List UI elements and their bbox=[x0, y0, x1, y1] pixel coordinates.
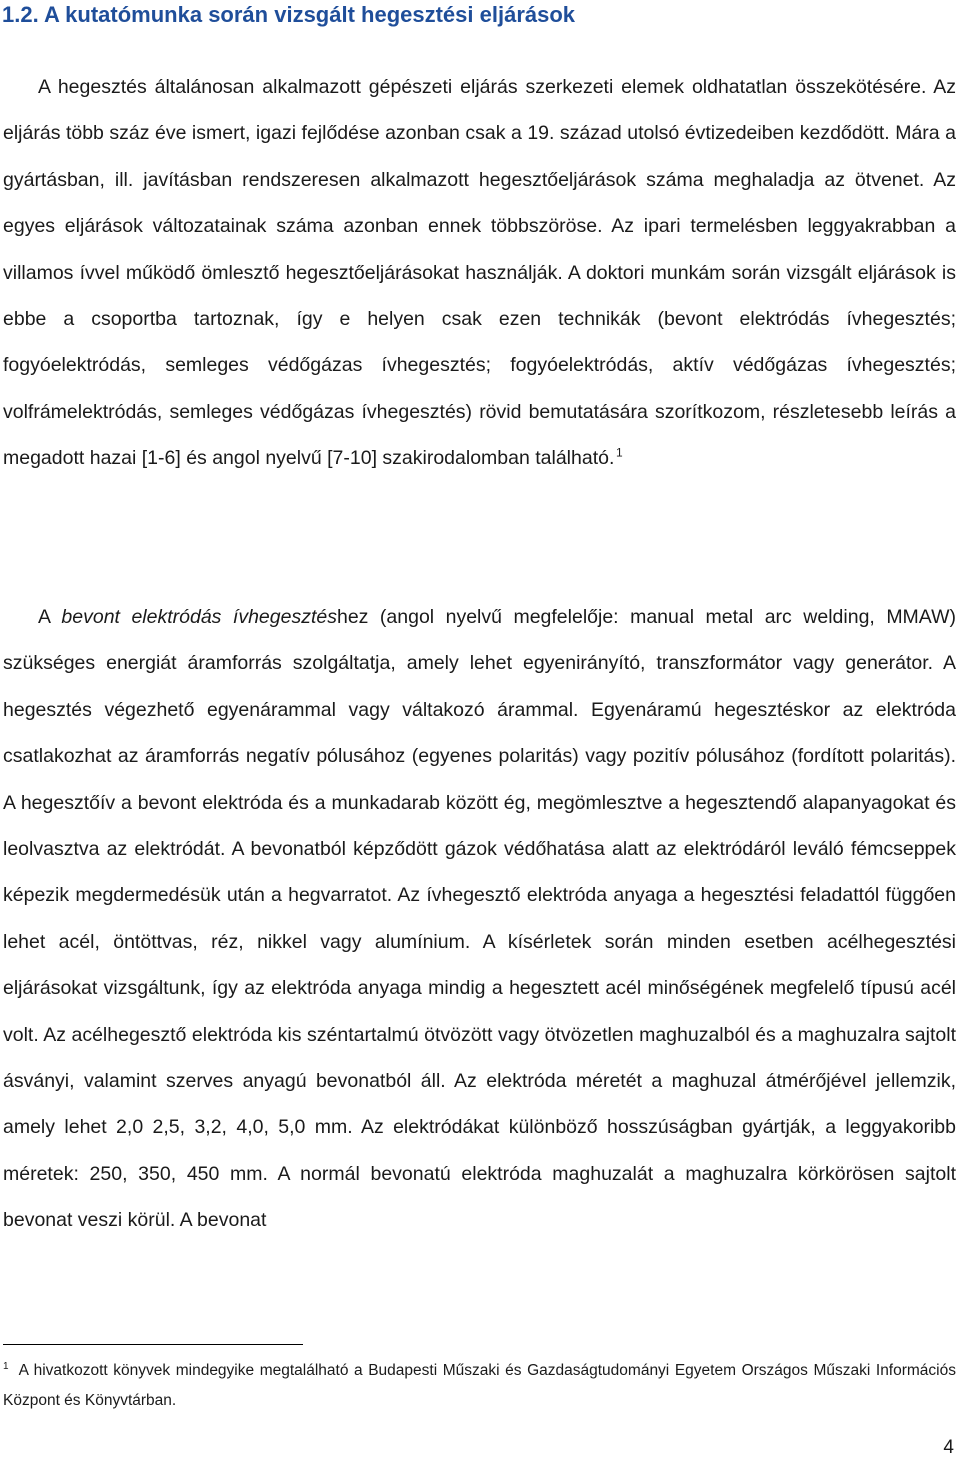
paragraph-mmaw-italic-term: bevont elektródás ívhegesztés bbox=[61, 606, 337, 628]
paragraph-mmaw-text: hez (angol nyelvű megfelelője: manual metal arc welding, MMAW) szükséges energiát áramforrás szolgáltatja, amely lehet egyenirányító, transzformátor vagy generátor. A hegesztés végezhető egyenárammal vagy váltakozó árammal. Egyenáramú hegesztéskor az elektróda csatlakozhat az áramforrás negatív pólusához (egyenes polaritás) vagy pozitív pólusához (fordított polaritás). A hegesztőív a bevont elektróda és a munkadarab között ég, megömlesztve a hegesztendő alapanyagokat és leolvasztva az elektródát. A bevonatból képződött gázok védőhatása alatt az elektródáról leváló fémcseppek képezik megdermedésük után a hegvarratot. Az ívhegesztő elektróda anyaga a hegesztési feladattól függően lehet acél, öntöttvas, réz, nikkel vagy alumínium. A kísérletek során minden esetben acélhegesztési eljárásokat vizsgáltunk, így az elektróda anyaga mindig a hegesztett acél minőségének megfelelő típusú acél volt. Az acélhegesztő elektróda kis széntartalmú ötvözött vagy ötvözetlen maghuzalból és a maghuzalra sajtolt ásványi, valamint szerves anyagú bevonatból áll. Az elektróda méretét a maghuzal átmérőjével jellemzik, amely lehet 2,0 2,5, 3,2, 4,0, 5,0 mm. Az elektródákat különböző hosszúságban gyártják, a leggyakoribb méretek: 250, 350, 450 mm. A normál bevonatú elektróda maghuzalát a maghuzalra körkörösen sajtolt bevonat veszi körül. A bevonat bbox=[3, 606, 956, 1232]
paragraph-mmaw bbox=[3, 594, 956, 1244]
page-number: 4 bbox=[943, 1437, 954, 1458]
footnote-reference: 1 bbox=[616, 445, 623, 460]
paragraph-intro bbox=[3, 64, 956, 482]
paragraph-intro-text: A hegesztés általánosan alkalmazott gépészeti eljárás szerkezeti elemek oldhatatlan összekötésére. Az eljárás több száz éve ismert, igazi fejlődése azonban csak a 19. század utolsó évtizedeiben kezdődött. Mára a gyártásban, ill. javításban rendszeresen alkalmazott hegesztőeljárások száma meghaladja az ötvenet. Az egyes eljárások változatainak száma azonban ennek többszöröse. Az ipari termelésben leggyakrabban a villamos ívvel működő ömlesztő hegesztőeljárásokat használják. A doktori munkám során vizsgált eljárások is ebbe a csoportba tartoznak, így e helyen csak ezen technikák (bevont elektródás ívhegesztés; fogyóelektródás, semleges védőgázas ívhegesztés; fogyóelektródás, aktív védőgázas ívhegesztés; volfrámelektródás, semleges védőgázas ívhegesztés) rövid bemutatására szorítkozom, részletesebb leírás a megadott hazai [1-6] és angol nyelvű [7-10] szakirodalomban található. bbox=[3, 76, 956, 470]
footnote-separator bbox=[3, 1344, 303, 1345]
footnote-text: A hivatkozott könyvek mindegyike megtalálható a Budapesti Műszaki és Gazdaságtudományi Egyetem Országos Műszaki Információs Központ és Könyvtárban. bbox=[3, 1362, 956, 1409]
footnote-marker: 1 bbox=[3, 1360, 9, 1372]
footnote bbox=[3, 1356, 956, 1416]
section-heading: 1.2. A kutatómunka során vizsgált hegesztési eljárások bbox=[2, 2, 576, 27]
paragraph-mmaw-start: A bbox=[38, 606, 62, 628]
